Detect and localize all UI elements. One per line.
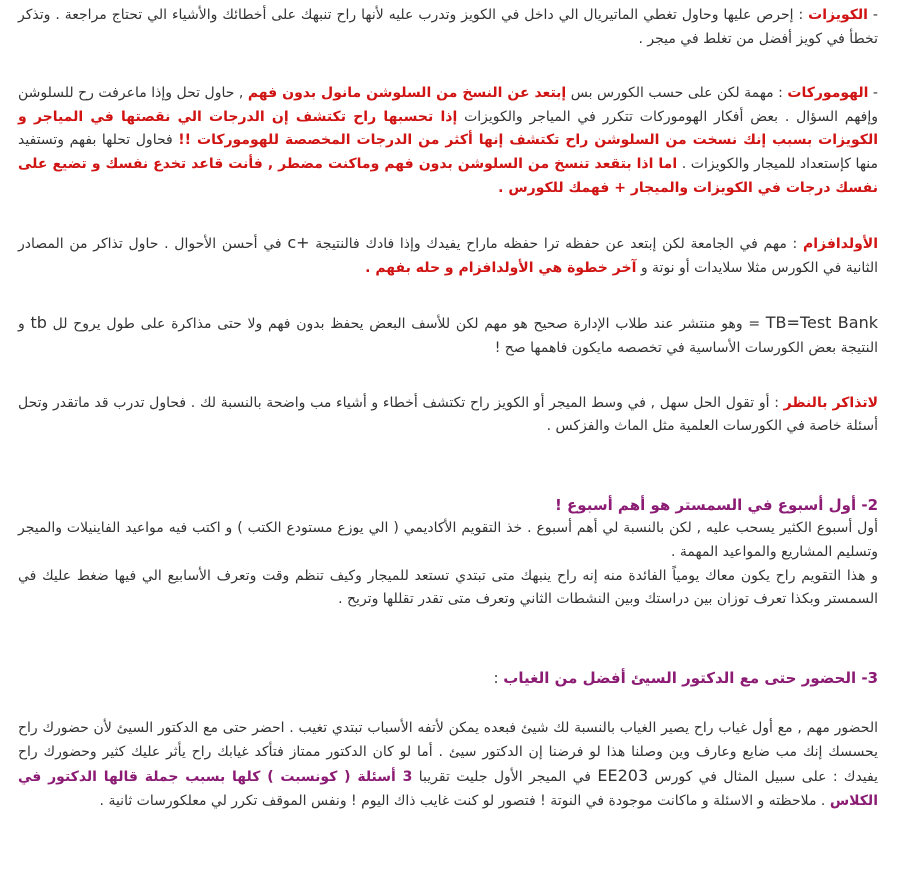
attendance-text-2: في الميجر الأول جليت تقريبا [412,769,598,786]
spacer [18,439,878,494]
test-bank-text-2: و النتيجة بعض الكورسات الأساسية في تخصصه مايكون فاهمها صح ! [18,316,878,356]
spacer [18,612,878,667]
office-hours-highlight: آخر خطوة هي الأولدافزام و حله بفهم . [365,259,637,276]
bullet-dash: - [867,7,878,23]
first-week-heading: 2- أول أسبوع في السمستر هو أهم أسبوع ! [554,495,878,514]
homework-text-3: فحاول تحلها بفهم وتستفيد منها كإستعداد للميجار والكويزات . [18,132,878,172]
attendance-course-code: EE203 [597,766,649,786]
test-bank-abbr: TB=Test Bank [765,313,878,333]
studying-text: : أو تقول الحل سهل , في وسط الميجر أو الكويز راح تكتشف أخطاء و أشياء مب واضحة بالنسبة لك . فحاول تدرب قد ماتقدر وتحل أسئلة خاصة في الكورسات العلمية مثل الماث والفزكس . [18,394,878,435]
homework-highlight-3: اما اذا بتقعد تنسخ من السلوشن بدون فهم وماكنت مضطر , فأنت قاعد تخدع نفسك و تضيع على نفسك درجات في الكويزات والميجار + فهمك للكورس . [18,155,878,196]
office-hours-grade: c+ [287,233,310,253]
office-hours-paragraph [18,231,878,280]
studying-paragraph [18,392,878,439]
studying-term: لاتذاكر بالنظر [783,394,878,411]
spacer [18,690,878,717]
quizzes-term: الكويزات [808,7,868,23]
spacer [18,51,878,82]
spacer [18,280,878,311]
first-week-paragraph-1: أول أسبوع الكثير يسحب عليه , لكن بالنسبة لي أهم أسبوع . خذ التقويم الأكاديمي ( الي يوزع مستودع الكتب ) و اكتب فيه مواعيد الفاينيلات والميجر وتسليم المشاريع والمواعيد المهمة . [18,520,878,560]
attendance-heading-colon: : [493,668,504,687]
bullet-dash: - [868,85,878,102]
homework-highlight-2: إذا تحسبها راح تكتشف إن الدرجات الي نقصتها في المياجر و الكويزات بسبب إنك نسخت من السلوشن راح تكتشف إنها أكثر من الدرجات المخصصة للهوموركات !! [18,108,878,149]
spacer [18,361,878,392]
homework-highlight-1: إبتعد عن النسخ من السلوشن مانول بدون فهم [247,85,567,102]
test-bank-abbr-short: tb [30,313,47,333]
attendance-text-3: . ملاحظته و الاسئلة و ماكانت موجودة في النوتة ! فتصور لو كنت غايب ذاك اليوم ! ونفس الموقف تكرر لي معلكورسات ثانية . [99,793,830,810]
office-hours-term: الأولدافزام [803,236,879,253]
spacer [18,200,878,231]
test-bank-paragraph [18,311,878,360]
homework-text-1: : مهمة لكن على حسب الكورس بس [566,85,788,102]
quizzes-paragraph [18,4,878,51]
attendance-text-1: الحضور مهم , مع أول غياب راح يصير الغياب بالنسبة لك شيئ فبعده يمكن لأتفه الأسباب تبتدي تغيب . احضر حتى مع الدكتور السيئ لأن حضورك راح يحسسك إنك مب ضايع وعارف وين وصلنا هذا لو فرضنا إن الدكتور سيئ . أما لو كان الدكتور ممتاز فتأكد غيابك راح يأثر عليك كثير وحضورك راح يفيدك : على سبيل المثال في كورس [18,720,878,786]
first-week-paragraph-2: و هذا التقويم راح يكون معاك يومياً الفائدة منه إنه راح ينبهك متى تبتدي تستعد للميجار وكيف تنظم وقت وتعرف الأسابيع الي فيها ضغط عليك في السمستر وبكذا تعرف توزان بين دراستك وبين النشطات الثاني وتعرف متى تقدر تقللها وتريح . [18,567,878,608]
office-hours-text-1: : مهم في الجامعة لكن إبتعد عن حفظه ترا حفظه ماراح يفيدك وإذا فادك فالنتيجة [309,236,803,253]
test-bank-text-1: = وهو منتشر عند طلاب الإدارة صحيح هو مهم لكن للأسف البعض يحفظ بدون فهم ولا حتى مذاكرة على طول يروح لل [46,316,766,333]
attendance-heading: 3- الحضور حتى مع الدكتور السيئ أفضل من الغياب [503,668,878,687]
office-hours-text-2: في أحسن الأحوال . حاول تذاكر من المصادر الثانية في الكورس مثلا سلايدات أو نوتة و [18,236,878,276]
quizzes-text: : إحرص عليها وحاول تغطي الماتيريال الي داخل في الكويز وتدرب عليه لأنها راح تنبهك على أخطائك والأشياء الي تحتاج مراجعة . وتذكر تخطأ في كويز أفضل من تغلط في ميجر . [18,7,878,47]
homework-text-2: , حاول تحل وإذا ماعرفت رح للسلوشن وإفهم السؤال . بعض أفكار الهوموركات تتكرر في المياجر والكويزات [18,85,878,125]
homework-paragraph [18,82,878,200]
attendance-heading-line [18,667,878,691]
attendance-highlight: 3 أسئلة ( كونسبت ) كلها بسبب جملة قالها الدكتور في الكلاس [18,769,878,810]
homework-term: الهوموركات [787,85,869,102]
attendance-paragraph [18,717,878,813]
